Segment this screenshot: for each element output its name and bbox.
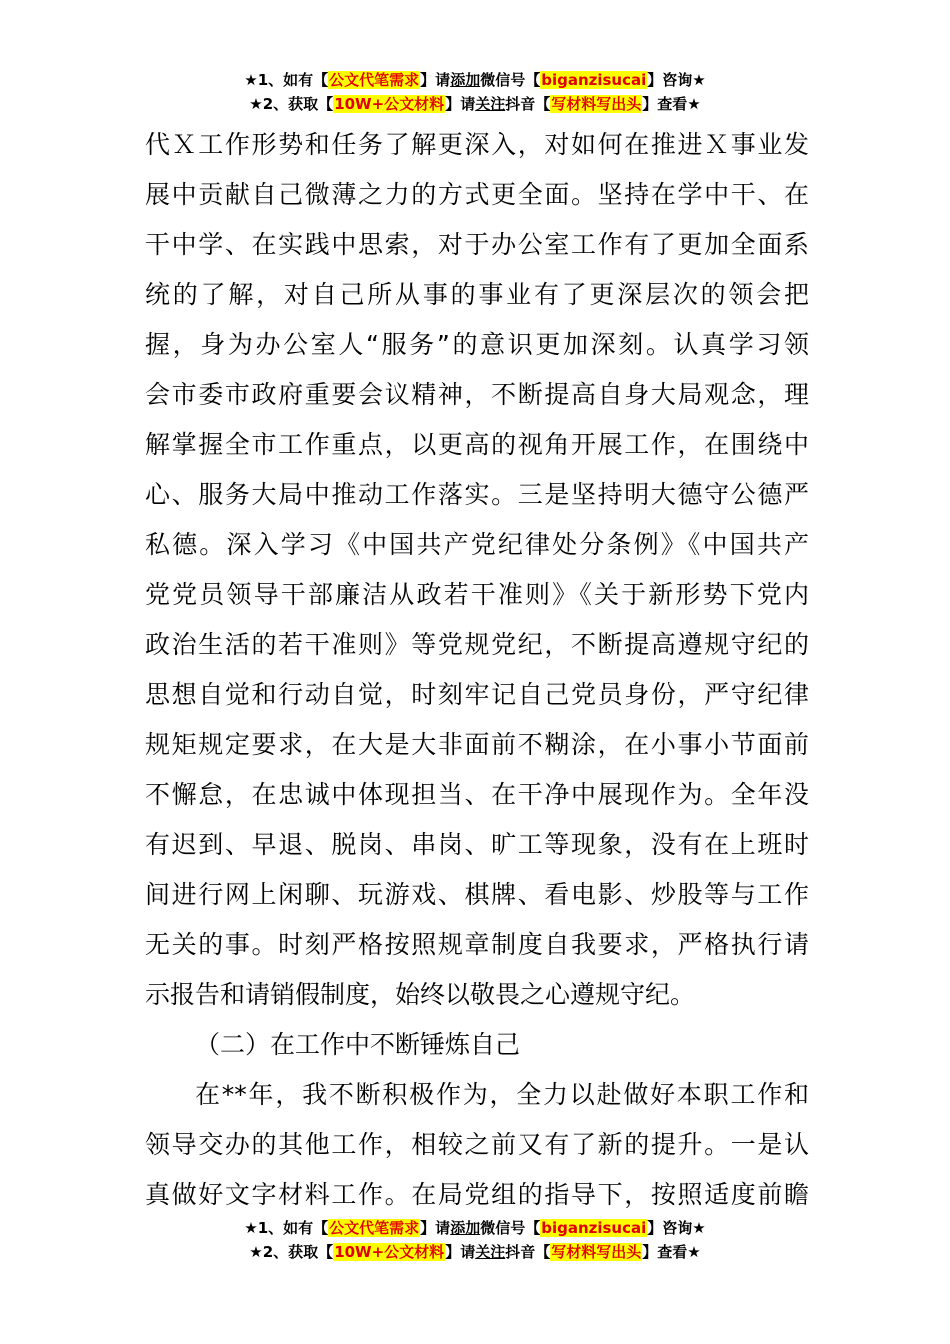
banner-underlined-text: 添加 bbox=[450, 71, 481, 89]
banner-highlight: 10W+公文材料 bbox=[334, 1243, 445, 1261]
banner-highlight: 写材料写出头 bbox=[551, 95, 642, 113]
body-line: 会市委市政府重要会议精神，不断提高自身大局观念，理 bbox=[145, 380, 809, 409]
body-line: 真做好文字材料工作。在局党组的指导下，按照适度前瞻 bbox=[145, 1180, 809, 1209]
banner-text: ★1、如有【 bbox=[244, 1219, 329, 1237]
body-line: 示报告和请销假制度，始终以敬畏之心遵规守纪。 bbox=[145, 980, 696, 1009]
banner-highlight: biganzisucai bbox=[541, 71, 647, 89]
body-line: 干中学、在实践中思索，对于办公室工作有了更加全面系 bbox=[145, 230, 809, 259]
banner-text: 】请 bbox=[445, 95, 476, 113]
banner-text: 】请 bbox=[420, 71, 451, 89]
banner-text: 抖音【 bbox=[505, 1243, 551, 1261]
banner-text: 】请 bbox=[420, 1219, 451, 1237]
banner-text: 抖音【 bbox=[505, 95, 551, 113]
banner-text: 】查看★ bbox=[642, 1243, 701, 1261]
body-line: 政治生活的若干准则》等党规党纪，不断提高遵规守纪的 bbox=[145, 630, 809, 659]
banner-text: ★1、如有【 bbox=[244, 71, 329, 89]
body-line: 展中贡献自己微薄之力的方式更全面。坚持在学中干、在 bbox=[145, 180, 809, 209]
body-line: 握，身为办公室人“服务”的意识更加深刻。认真学习领 bbox=[145, 330, 809, 359]
banner-highlight: biganzisucai bbox=[541, 1219, 647, 1237]
body-line: 党党员领导干部廉洁从政若干准则》《关于新形势下党内 bbox=[145, 580, 809, 609]
body-line: 私德。深入学习《中国共产党纪律处分条例》《中国共产 bbox=[145, 530, 809, 559]
banner-line-2 bbox=[0, 92, 950, 116]
body-line: 统的了解，对自己所从事的事业有了更深层次的领会把 bbox=[145, 280, 809, 309]
banner-text: 】请 bbox=[445, 1243, 476, 1261]
banner-underlined-text: 关注 bbox=[475, 1243, 506, 1261]
header-banner bbox=[0, 68, 950, 116]
banner-text: 】咨询★ bbox=[647, 1219, 706, 1237]
banner-highlight: 10W+公文材料 bbox=[334, 95, 445, 113]
banner-text: 】查看★ bbox=[642, 95, 701, 113]
body-line: 间进行网上闲聊、玩游戏、棋牌、看电影、炒股等与工作 bbox=[145, 880, 809, 909]
banner-text: 微信号【 bbox=[480, 71, 541, 89]
document-body bbox=[145, 120, 809, 1220]
body-line: 心、服务大局中推动工作落实。三是坚持明大德守公德严 bbox=[145, 480, 809, 509]
banner-underlined-text: 添加 bbox=[450, 1219, 481, 1237]
body-line: 无关的事。时刻严格按照规章制度自我要求，严格执行请 bbox=[145, 930, 809, 959]
body-line: 有迟到、早退、脱岗、串岗、旷工等现象，没有在上班时 bbox=[145, 830, 809, 859]
body-line: 不懈怠，在忠诚中体现担当、在干净中展现作为。全年没 bbox=[145, 780, 809, 809]
banner-underlined-text: 关注 bbox=[475, 95, 506, 113]
body-line: 解掌握全市工作重点，以更高的视角开展工作，在围绕中 bbox=[145, 430, 809, 459]
body-line: 代Ｘ工作形势和任务了解更深入，对如何在推进Ｘ事业发 bbox=[145, 130, 809, 159]
body-line: 领导交办的其他工作，相较之前又有了新的提升。一是认 bbox=[145, 1130, 809, 1159]
banner-text: 】咨询★ bbox=[647, 71, 706, 89]
section-heading: （二）在工作中不断锤炼自己 bbox=[195, 1030, 521, 1059]
body-line: 规矩规定要求，在大是大非面前不糊涂，在小事小节面前 bbox=[145, 730, 809, 759]
body-line: 在**年，我不断积极作为，全力以赴做好本职工作和 bbox=[195, 1080, 809, 1109]
body-line: 思想自觉和行动自觉，时刻牢记自己党员身份，严守纪律 bbox=[145, 680, 809, 709]
banner-text: 微信号【 bbox=[480, 1219, 541, 1237]
banner-line-1 bbox=[0, 68, 950, 92]
banner-line-1 bbox=[0, 1216, 950, 1240]
footer-banner bbox=[0, 1216, 950, 1264]
banner-highlight: 公文代笔需求 bbox=[329, 1219, 420, 1237]
banner-text: ★2、获取【 bbox=[249, 95, 334, 113]
banner-highlight: 公文代笔需求 bbox=[329, 71, 420, 89]
banner-highlight: 写材料写出头 bbox=[551, 1243, 642, 1261]
banner-text: ★2、获取【 bbox=[249, 1243, 334, 1261]
banner-line-2 bbox=[0, 1240, 950, 1264]
